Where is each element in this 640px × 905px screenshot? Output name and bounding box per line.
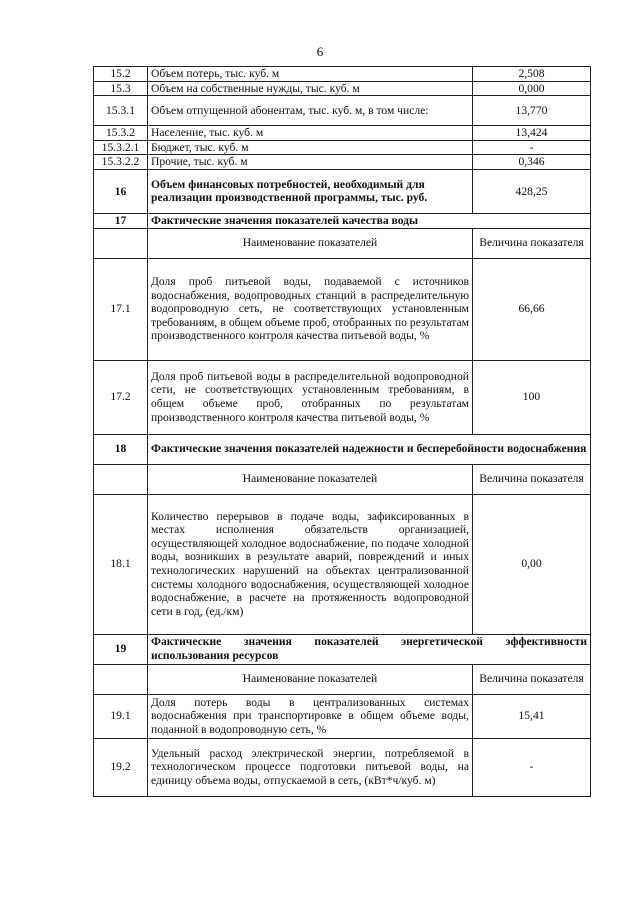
empty-cell (94, 228, 148, 258)
empty-cell (94, 464, 148, 494)
table-row (94, 126, 591, 141)
table-row (94, 155, 591, 170)
column-header-name: Наименование показателей (148, 464, 473, 494)
row-number: 15.3.2.1 (94, 140, 148, 155)
row-number: 17.1 (94, 258, 148, 360)
column-header-name: Наименование показателей (148, 664, 473, 694)
row-name: Доля потерь воды в централизованных системах водоснабжения при транспортировке в общем объеме воды, поданной в водопроводную сеть, % (148, 694, 473, 738)
row-name: Доля проб питьевой воды, подаваемой с источников водоснабжения, водопроводных станций в распределительную водопроводную сеть, не соответствующих установленным требованиям, в общем объеме проб, отобранных по результатам производственного контроля качества питьевой воды, % (148, 258, 473, 360)
row-name: Объем потерь, тыс. куб. м (148, 67, 473, 82)
row-value: 66,66 (473, 258, 591, 360)
row-number: 15.3.2 (94, 126, 148, 141)
table-row (94, 360, 591, 434)
row-value: 0,00 (473, 494, 591, 634)
table-row (94, 694, 591, 738)
row-value: 0,000 (473, 81, 591, 96)
section-title: Фактические значения показателей энергетической эффективности использования ресурсов (148, 634, 591, 664)
indicators-table (93, 66, 591, 797)
column-header-value: Величина показателя (473, 464, 591, 494)
row-name: Удельный расход электрической энергии, потребляемой в технологическом процессе подготовки питьевой воды, на единицу объема воды, отпускаемой в сеть, (кВт*ч/куб. м) (148, 738, 473, 796)
row-number: 15.3.1 (94, 96, 148, 126)
table-row (94, 169, 591, 213)
row-name: Объем на собственные нужды, тыс. куб. м (148, 81, 473, 96)
section-title: Фактические значения показателей качества воды (148, 213, 591, 228)
column-header-value: Величина показателя (473, 228, 591, 258)
section-row (94, 213, 591, 228)
row-value: 100 (473, 360, 591, 434)
section-row (94, 434, 591, 464)
row-value: - (473, 140, 591, 155)
row-value: 13,424 (473, 126, 591, 141)
section-title: Фактические значения показателей надежности и бесперебойности водоснабжения (148, 434, 591, 464)
page-number: 6 (316, 44, 324, 59)
row-number: 19.1 (94, 694, 148, 738)
header-row (94, 664, 591, 694)
row-name: Объем финансовых потребностей, необходимый для реализации производственной программы, тыс. руб. (148, 169, 473, 213)
row-name: Население, тыс. куб. м (148, 126, 473, 141)
section-number: 19 (94, 634, 148, 664)
row-value: 2,508 (473, 67, 591, 82)
table-row (94, 96, 591, 126)
row-value: 0,346 (473, 155, 591, 170)
row-number: 15.3.2.2 (94, 155, 148, 170)
row-number: 19.2 (94, 738, 148, 796)
header-row (94, 228, 591, 258)
row-value: 15,41 (473, 694, 591, 738)
section-row (94, 634, 591, 664)
header-row (94, 464, 591, 494)
section-number: 18 (94, 434, 148, 464)
table-row (94, 494, 591, 634)
row-number: 15.2 (94, 67, 148, 82)
row-name: Доля проб питьевой воды в распределительной водопроводной сети, не соответствующих установленным требованиям, в общем объеме проб, отобранных по результатам производственного контроля качества питьевой воды, % (148, 360, 473, 434)
row-number: 15.3 (94, 81, 148, 96)
row-name: Объем отпущенной абонентам, тыс. куб. м, в том числе: (148, 96, 473, 126)
column-header-name: Наименование показателей (148, 228, 473, 258)
table-row (94, 738, 591, 796)
row-number: 16 (94, 169, 148, 213)
row-name: Количество перерывов в подаче воды, зафиксированных в местах исполнения обязательств организацией, осуществляющей холодное водоснабжение, по подаче холодной воды, возникших в результате аварий, повреждений и иных технологических нарушений на объектах централизованной системы холодного водоснабжения, осуществляющей холодное водоснабжение, в расчете на протяженность водопроводной сети в год, (ед./км) (148, 494, 473, 634)
column-header-value: Величина показателя (473, 664, 591, 694)
row-name: Прочие, тыс. куб. м (148, 155, 473, 170)
table-row (94, 81, 591, 96)
table-row (94, 258, 591, 360)
empty-cell (94, 664, 148, 694)
row-name: Бюджет, тыс. куб. м (148, 140, 473, 155)
section-number: 17 (94, 213, 148, 228)
table-row (94, 67, 591, 82)
row-number: 18.1 (94, 494, 148, 634)
row-value: 13,770 (473, 96, 591, 126)
table-row (94, 140, 591, 155)
row-value: - (473, 738, 591, 796)
row-value: 428,25 (473, 169, 591, 213)
row-number: 17.2 (94, 360, 148, 434)
